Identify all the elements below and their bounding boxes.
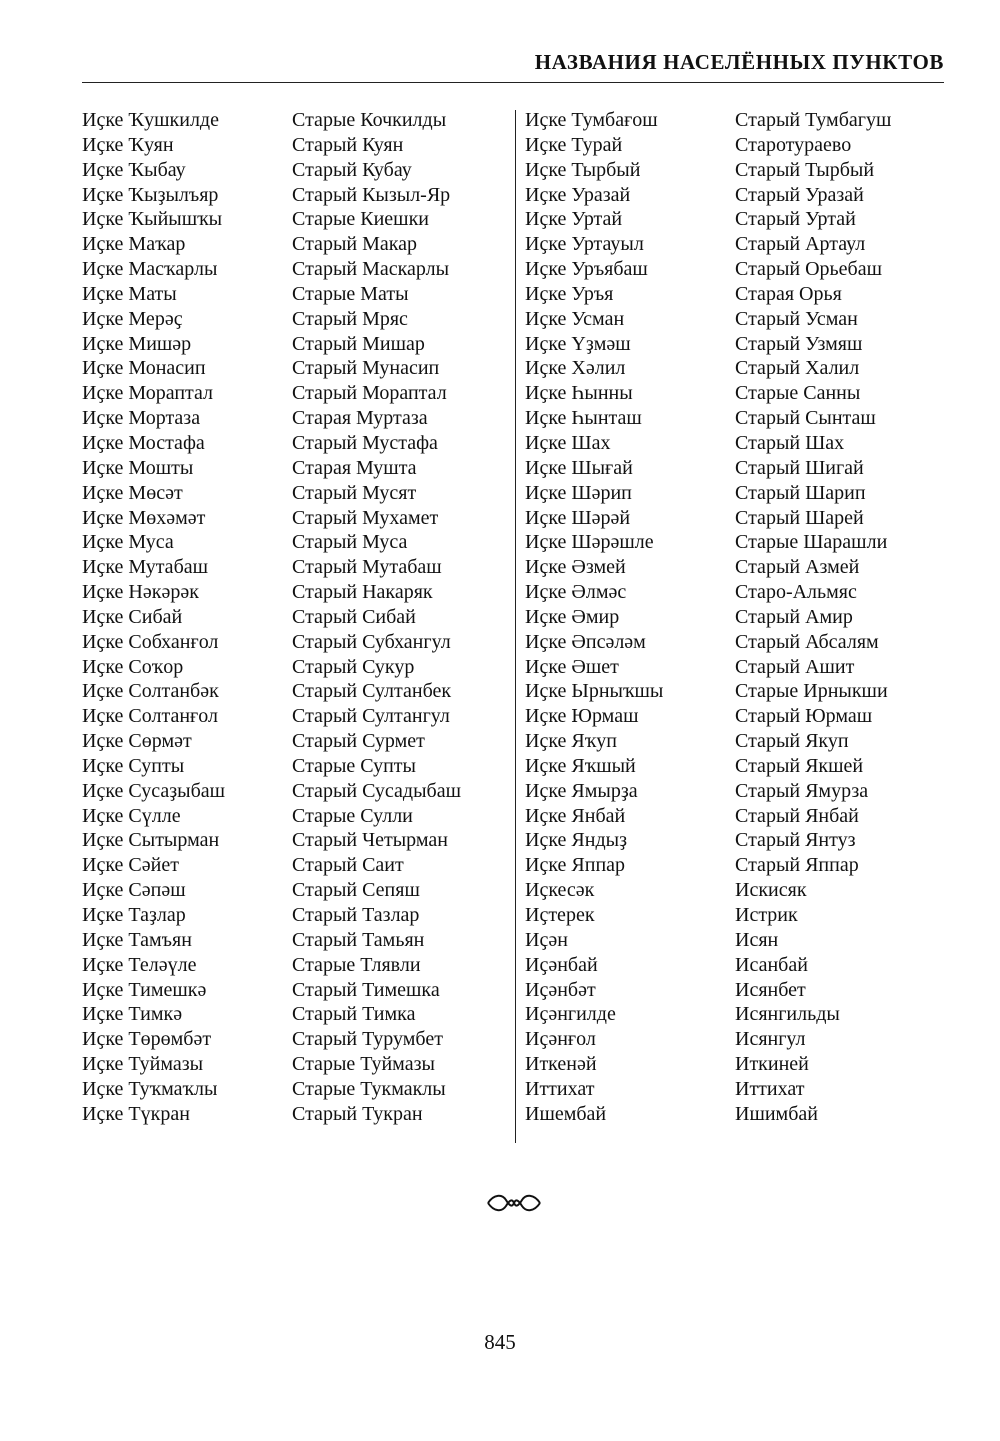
- place-name-entry: Старый Амир: [735, 605, 853, 628]
- place-name-entry: Старый Тазлар: [292, 904, 420, 926]
- place-name-entry: Исянгул: [735, 1028, 806, 1051]
- place-name-entry: Старая Муртаза: [292, 407, 428, 430]
- place-name-entry: Старый Орьебаш: [735, 258, 882, 281]
- place-name-entry: Старый Саит: [292, 854, 404, 877]
- place-name-entry: Старый Мораптал: [292, 382, 447, 405]
- place-name-entry: Иҫке Масҡарлы: [82, 258, 218, 281]
- place-name-entry: Старый Мунасип: [292, 357, 440, 380]
- place-name-entry: Старый Шах: [735, 431, 845, 454]
- place-name-entry: Искисяк: [735, 879, 807, 902]
- place-name-entry: Иҫке Әпсәләм: [525, 630, 646, 653]
- place-name-entry: Старый Юрмаш: [735, 705, 873, 728]
- place-name-entry: Старые Тукмаклы: [292, 1077, 446, 1100]
- place-name-entry: Старая Орья: [735, 282, 842, 305]
- place-name-entry: Старый Янбай: [735, 804, 859, 827]
- place-name-entry: Иткиней: [735, 1053, 809, 1076]
- place-name-entry: Иҫке Һынташ: [525, 407, 642, 430]
- place-name-entry: Иҫке Уртауыл: [525, 233, 644, 256]
- place-name-entry: Старый Сурмет: [292, 730, 425, 753]
- place-name-entry: Старый Кызыл-Яр: [292, 183, 451, 206]
- place-name-entry: Старый Маскарлы: [292, 258, 450, 281]
- place-name-entry: Старая Мушта: [292, 456, 417, 479]
- place-name-entry: Старый Куян: [292, 133, 404, 156]
- place-name-entry: Иҫке Уразай: [525, 183, 631, 206]
- column-bashkir-names-2: [525, 108, 663, 1127]
- place-name-entry: Старый Муса: [292, 531, 408, 554]
- place-name-entry: Иттихат: [735, 1077, 805, 1100]
- place-name-entry: Старый Тимешка: [292, 978, 440, 1001]
- place-name-entry: Иҫке Тумбағош: [525, 109, 658, 131]
- place-name-entry: Иҫке Туҡмаҡлы: [82, 1077, 218, 1100]
- place-name-entry: Старый Тамьян: [292, 928, 425, 951]
- place-name-entry: Иттихат: [525, 1077, 595, 1100]
- place-name-entry: Иҫке Мөсәт: [82, 481, 183, 504]
- place-name-entry: Иҫән: [525, 928, 568, 951]
- place-name-entry: Иҫке Ҡыҙылъяр: [82, 183, 219, 206]
- place-name-entry: Ишембай: [525, 1102, 607, 1125]
- place-name-entry: Иҫке Мортаза: [82, 407, 201, 430]
- place-name-entry: Старый Мишар: [292, 332, 425, 355]
- place-name-entry: Иҫке Тырбый: [525, 158, 641, 181]
- place-name-entry: Старый Мутабаш: [292, 556, 442, 579]
- place-name-entry: Старый Азмей: [735, 556, 860, 579]
- place-name-entry: Исанбай: [735, 953, 808, 976]
- place-name-entry: Иҫке Әмир: [525, 605, 620, 628]
- place-name-entry: Старые Маты: [292, 282, 409, 305]
- place-name-entry: Иҫке Һынны: [525, 382, 633, 405]
- place-name-entry: Иҫке Мостафа: [82, 431, 205, 454]
- place-name-entry: Иҫке Турай: [525, 133, 623, 156]
- place-name-entry: Иҫке Уръябаш: [525, 258, 648, 281]
- place-name-entry: Иҫке Таҙлар: [82, 904, 186, 926]
- place-name-entry: Иҫке Юрмаш: [525, 705, 639, 728]
- place-name-entry: Иҫке Солтанғол: [82, 705, 218, 728]
- place-name-entry: Старотураево: [735, 133, 852, 156]
- place-name-entry: Иҫке Шәрип: [525, 481, 632, 504]
- place-name-entry: Старый Абсалям: [735, 630, 879, 653]
- place-name-entry: Старые Санны: [735, 382, 861, 405]
- place-name-entry: Исянгильды: [735, 1003, 840, 1026]
- place-name-entry: Старый Тырбый: [735, 158, 875, 181]
- place-name-entry: Иҫке Сытырман: [82, 829, 220, 852]
- column-divider: [515, 110, 516, 1143]
- place-name-entry: Старый Мустафа: [292, 431, 438, 454]
- place-name-entry: Иҫке Сусаҙыбаш: [82, 779, 226, 802]
- ornament-divider-icon: [484, 1190, 544, 1216]
- place-name-entry: Старый Сукур: [292, 655, 415, 678]
- place-name-entry: Старый Усман: [735, 307, 858, 330]
- place-name-entry: Старый Субхангул: [292, 630, 451, 653]
- place-name-entry: Иҫке Нәкәрәк: [82, 581, 199, 604]
- place-name-entry: Иҫке Ҡуян: [82, 133, 174, 156]
- place-name-entry: Старый Узмяш: [735, 332, 863, 355]
- place-name-entry: Иҫкесәк: [525, 879, 595, 902]
- place-name-entry: Иҫке Мутабаш: [82, 556, 209, 579]
- place-name-entry: Старый Мухамет: [292, 506, 439, 529]
- place-name-entry: Иҫке Яппар: [525, 854, 626, 877]
- place-name-entry: Старый Уразай: [735, 183, 864, 206]
- place-name-entry: Старый Сепяш: [292, 879, 420, 902]
- place-name-entry: Иҫке Яҡуп: [525, 730, 617, 753]
- place-name-entry: Иҫке Яҡшый: [525, 754, 636, 777]
- place-name-entry: Старый Якуп: [735, 730, 849, 753]
- place-name-entry: Старые Тлявли: [292, 953, 421, 976]
- place-name-entry: Исянбет: [735, 978, 806, 1001]
- place-name-entry: Старый Якшей: [735, 754, 864, 777]
- place-name-entry: Старый Мряс: [292, 307, 408, 330]
- place-name-entry: Иҫке Янбай: [525, 804, 626, 827]
- place-name-entry: Иҫке Түкран: [82, 1102, 190, 1125]
- place-name-entry: Старые Супты: [292, 754, 416, 777]
- place-name-entry: Иҫке Ҡушкилде: [82, 109, 219, 131]
- place-name-entry: Иҫке Тимешкә: [82, 978, 207, 1001]
- place-name-entry: Иҫке Солтанбәк: [82, 680, 219, 703]
- place-name-entry: Старый Султанбек: [292, 680, 452, 703]
- place-name-entry: Старый Тукран: [292, 1102, 423, 1125]
- place-name-entry: Иҫке Әлмәс: [525, 581, 627, 604]
- place-name-entry: Старые Киешки: [292, 208, 429, 231]
- place-name-entry: Иҫке Сибай: [82, 605, 183, 628]
- place-name-entry: Иҫке Ҡыйышҡы: [82, 208, 223, 231]
- place-name-entry: Старый Уртай: [735, 208, 856, 231]
- place-name-entry: Истрик: [735, 904, 798, 926]
- place-name-entry: Старый Шарип: [735, 481, 866, 504]
- place-name-entry: Иҫке Әшет: [525, 655, 619, 678]
- place-name-entry: Иҫке Ямырҙа: [525, 779, 638, 802]
- place-name-entry: Старые Ирныкши: [735, 680, 888, 703]
- place-name-entry: Иҫтерек: [525, 904, 595, 926]
- place-name-entry: Иҫке Шах: [525, 431, 611, 454]
- place-name-entry: Иҫке Маҡар: [82, 233, 186, 256]
- place-name-entry: Ишимбай: [735, 1102, 818, 1125]
- place-name-entry: Иҫке Ҡыбау: [82, 158, 186, 181]
- place-name-entry: Иҫке Тамъян: [82, 928, 192, 951]
- place-name-entry: Иҫәнгилде: [525, 1003, 616, 1026]
- place-name-entry: Иҫке Супты: [82, 754, 185, 777]
- place-name-entry: Старый Шигай: [735, 456, 864, 479]
- place-name-entry: Иҫәнбәт: [525, 978, 596, 1001]
- page-number: 845: [484, 1330, 516, 1354]
- place-name-entry: Иткенәй: [525, 1053, 597, 1076]
- place-name-entry: Иҫке Соҡор: [82, 655, 184, 678]
- place-name-entry: Иҫке Яндыҙ: [525, 829, 627, 852]
- place-name-entry: Иҫке Сәйет: [82, 854, 179, 877]
- place-name-entry: Старые Туймазы: [292, 1053, 435, 1076]
- header-rule: [82, 82, 944, 83]
- place-name-entry: Старый Четырман: [292, 829, 448, 852]
- place-name-entry: Иҫке Мөхәмәт: [82, 506, 206, 529]
- place-name-entry: Иҫке Мошты: [82, 456, 194, 479]
- place-name-entry: Старый Халил: [735, 357, 860, 380]
- place-name-entry: Старый Мусят: [292, 481, 417, 504]
- place-name-entry: Иҫке Туймазы: [82, 1053, 204, 1076]
- place-name-entry: Иҫке Мишәр: [82, 332, 192, 355]
- place-name-entry: Иҫке Маты: [82, 282, 177, 305]
- column-bashkir-names-1: [82, 108, 225, 1127]
- place-name-entry: Старый Султангул: [292, 705, 450, 728]
- place-name-entry: Старый Ашит: [735, 655, 855, 678]
- place-name-entry: Иҫке Үҙмәш: [525, 332, 631, 355]
- place-name-entry: Иҫке Теләүле: [82, 953, 197, 976]
- place-name-entry: Иҫке Шығай: [525, 456, 633, 479]
- place-name-entry: Иҫке Сүлле: [82, 804, 181, 827]
- place-name-entry: Иҫке Төрөмбәт: [82, 1028, 212, 1051]
- place-name-entry: Старый Накаряк: [292, 581, 433, 604]
- place-name-entry: Старые Шарашли: [735, 531, 888, 554]
- place-name-entry: Старо-Альмяс: [735, 581, 857, 604]
- place-name-entry: Иҫке Уръя: [525, 282, 614, 305]
- place-name-entry: Иҫәнбай: [525, 953, 598, 976]
- place-name-entry: Иҫәнғол: [525, 1028, 596, 1051]
- place-name-entry: Старый Артаул: [735, 233, 866, 256]
- place-name-entry: Иҫке Тимкә: [82, 1003, 183, 1026]
- place-name-entry: Иҫке Әзмей: [525, 556, 626, 579]
- place-name-entry: Иҫке Мораптал: [82, 382, 214, 405]
- place-name-entry: Иҫке Мерәҫ: [82, 307, 183, 330]
- place-name-entry: Иҫке Муса: [82, 531, 174, 554]
- place-name-entry: Иҫке Шәрәшле: [525, 531, 654, 554]
- place-name-entry: Старые Сулли: [292, 804, 413, 827]
- place-name-entry: Старый Турумбет: [292, 1028, 443, 1051]
- running-head: НАЗВАНИЯ НАСЕЛЁННЫХ ПУНКТОВ: [534, 50, 944, 74]
- place-name-entry: Иҫке Сәпәш: [82, 879, 186, 902]
- place-name-entry: Иҫке Хәлил: [525, 357, 626, 380]
- place-name-entry: Старый Шарей: [735, 506, 864, 529]
- place-name-entry: Старый Ямурза: [735, 779, 869, 802]
- column-russian-names-1: [292, 108, 461, 1127]
- place-name-entry: Старый Яппар: [735, 854, 859, 877]
- place-name-entry: Старый Тумбагуш: [735, 109, 892, 131]
- column-russian-names-2: [735, 108, 891, 1127]
- place-name-entry: Иҫке Собханғол: [82, 630, 219, 653]
- place-name-entry: Старый Сынташ: [735, 407, 876, 430]
- place-name-entry: Старый Кубау: [292, 158, 412, 181]
- place-name-entry: Иҫке Ырныҡшы: [525, 680, 664, 703]
- place-name-entry: Иҫке Уртай: [525, 208, 623, 231]
- place-name-entry: Иҫке Монасип: [82, 357, 206, 380]
- place-name-entry: Иҫке Шәрәй: [525, 506, 631, 529]
- place-name-entry: Исян: [735, 928, 779, 951]
- place-name-entry: Старый Янтуз: [735, 829, 856, 852]
- place-name-entry: Иҫке Сөрмәт: [82, 730, 192, 753]
- place-name-entry: Старый Тимка: [292, 1003, 416, 1026]
- place-name-entry: Старый Сусадыбаш: [292, 779, 461, 802]
- place-name-entry: Старые Кочкилды: [292, 109, 447, 131]
- place-name-entry: Старый Макар: [292, 233, 418, 256]
- place-name-entry: Старый Сибай: [292, 605, 416, 628]
- place-name-entry: Иҫке Усман: [525, 307, 625, 330]
